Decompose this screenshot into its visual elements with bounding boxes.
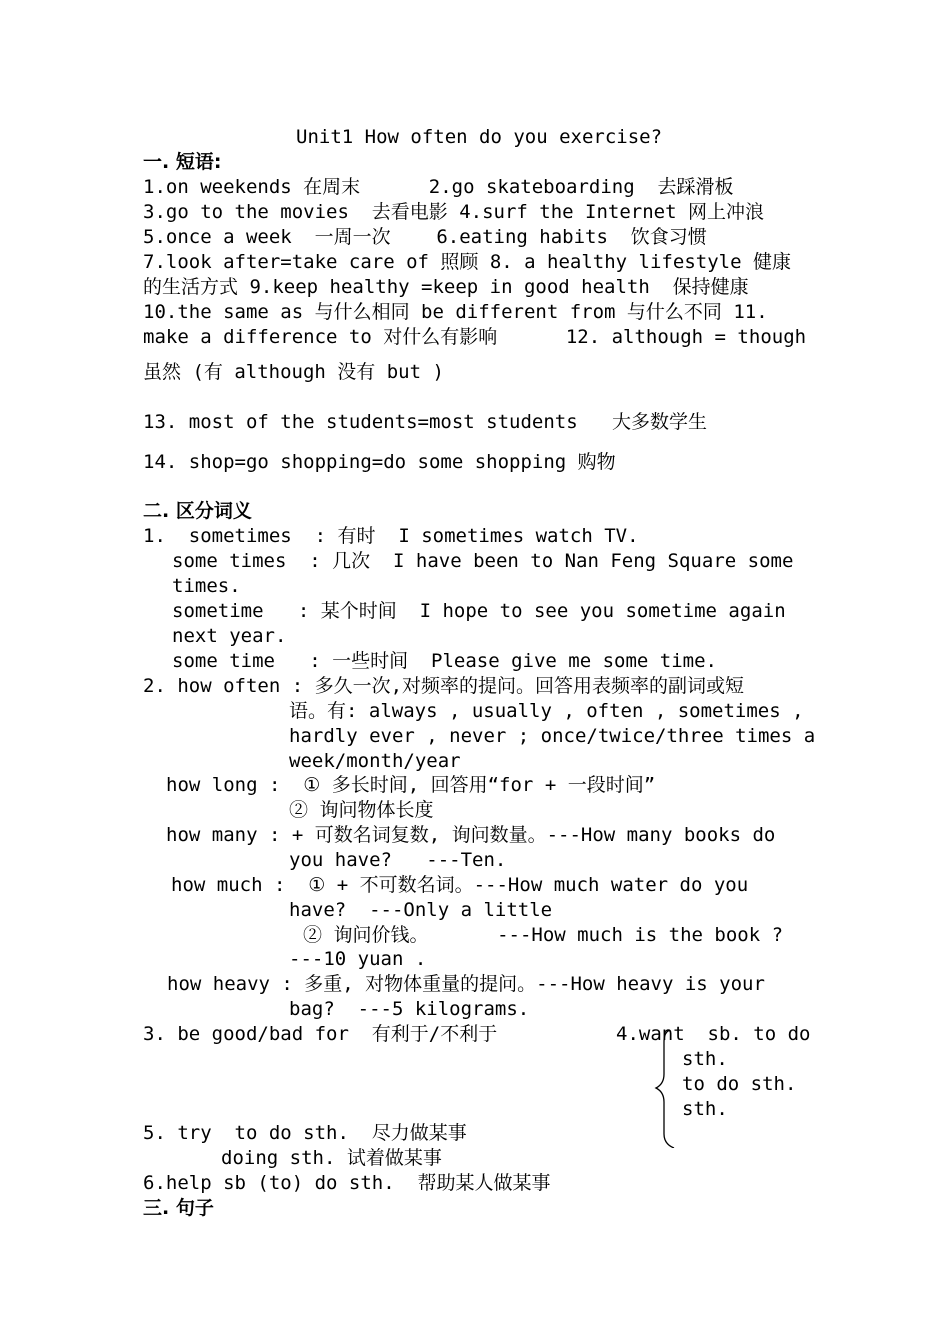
section-heading-sentences: 三. 句子: [143, 1197, 214, 1219]
want-line: sth.: [682, 1048, 728, 1070]
meaning-line: doing sth. 试着做某事: [221, 1147, 442, 1169]
meaning-line: 5. try to do sth. 尽力做某事: [143, 1122, 467, 1144]
meaning-line: how many : + 可数名词复数, 询问数量。---How many books do: [166, 824, 776, 846]
meaning-line: 1. sometimes : 有时 I sometimes watch TV.: [143, 525, 639, 547]
meaning-line: have? ---Only a little: [289, 899, 553, 921]
want-line: 4.want sb. to do: [616, 1023, 811, 1045]
meaning-line: how much : ① + 不可数名词。---How much water do you: [171, 874, 749, 896]
phrase-line: 10.the same as 与什么相同 be different from 与什么不同 11.: [143, 301, 768, 323]
phrase-line: 的生活方式 9.keep healthy =keep in good health 保持健康: [143, 276, 749, 298]
meaning-line: next year.: [172, 625, 287, 647]
meaning-line: sometime : 某个时间 I hope to see you sometime again: [172, 600, 786, 622]
meaning-line: ---10 yuan .: [289, 948, 427, 970]
phrase-line: 1.on weekends 在周末 2.go skateboarding 去踩滑板: [143, 176, 734, 198]
phrase-line: 虽然 (有 although 没有 but ): [143, 361, 444, 383]
want-line: to do sth.: [682, 1073, 797, 1095]
meaning-line: times.: [172, 575, 241, 597]
meaning-line: 语。有: always , usually , often , sometimes ,: [289, 700, 804, 722]
meaning-line: 2. how often : 多久一次,对频率的提问。回答用表频率的副词或短: [143, 675, 745, 697]
phrase-line: 3.go to the movies 去看电影 4.surf the Internet 网上冲浪: [143, 201, 764, 223]
meaning-line: some time : 一些时间 Please give me some time.: [172, 650, 717, 672]
phrase-line: 14. shop=go shopping=do some shopping 购物: [143, 451, 616, 473]
meaning-line: how long : ① 多长时间, 回答用“for + 一段时间”: [166, 774, 656, 796]
meaning-line: ② 询问价钱。 ---How much is the book ?: [303, 924, 784, 946]
meaning-line: bag? ---5 kilograms.: [289, 998, 530, 1020]
meaning-line: you have? ---Ten.: [289, 849, 507, 871]
section-heading-word-meanings: 二. 区分词义: [143, 500, 252, 522]
phrase-line: 7.look after=take care of 照顾 8. a healthy lifestyle 健康: [143, 251, 791, 273]
curly-brace-icon: [652, 1030, 676, 1148]
want-line: sth.: [682, 1098, 728, 1120]
meaning-line: ② 询问物体长度: [289, 799, 434, 821]
phrase-line: 13. most of the students=most students 大多数学生: [143, 411, 707, 433]
meaning-line: some times : 几次 I have been to Nan Feng Square some: [172, 550, 794, 572]
phrase-line: 5.once a week 一周一次 6.eating habits 饮食习惯: [143, 226, 707, 248]
meaning-line: 3. be good/bad for 有利于/不利于: [143, 1023, 498, 1045]
meaning-line: week/month/year: [289, 750, 461, 772]
section-heading-phrases: 一. 短语:: [143, 151, 222, 173]
phrase-line: make a difference to 对什么有影响 12. although = though: [143, 326, 807, 348]
document-title: Unit1 How often do you exercise?: [296, 126, 663, 148]
meaning-line: 6.help sb (to) do sth. 帮助某人做某事: [143, 1172, 551, 1194]
meaning-line: how heavy : 多重, 对物体重量的提问。---How heavy is your: [167, 973, 765, 995]
meaning-line: hardly ever , never ; once/twice/three times a: [289, 725, 816, 747]
